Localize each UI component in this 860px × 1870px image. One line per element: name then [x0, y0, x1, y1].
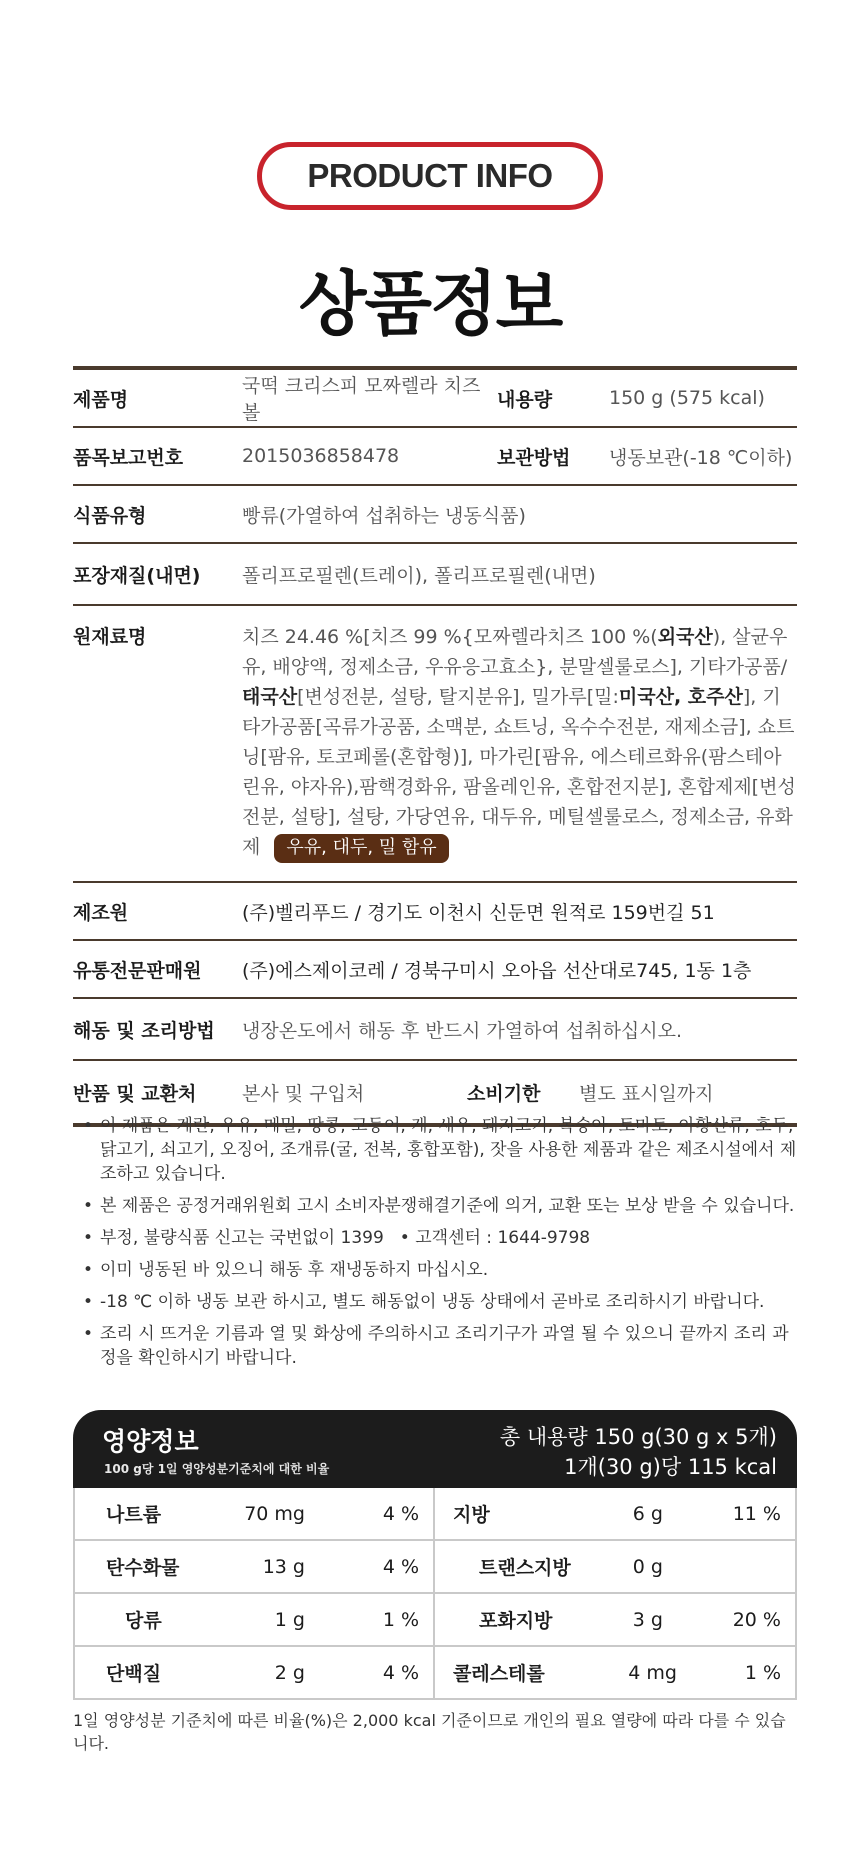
nutrient-amount: 13 g	[262, 1555, 305, 1578]
nutrient-amount: 4 mg	[628, 1661, 677, 1684]
nutrient-amount: 70 mg	[244, 1502, 305, 1525]
nutrient-row	[435, 1541, 795, 1594]
bullet-separator: •	[399, 1228, 410, 1248]
nutrient-pct: 4 %	[382, 1661, 419, 1684]
seller-value: (주)에스제이코레 / 경북구미시 오아읍 선산대로745, 1동 1층	[242, 959, 752, 982]
return-value: 본사 및 구입처	[242, 1082, 365, 1105]
nutrient-name: 탄수화물	[106, 1557, 180, 1579]
info-row-raw	[73, 606, 797, 883]
nutrient-pct: 4 %	[382, 1555, 419, 1578]
nutrition-footnote: 1일 영양성분 기준치에 따른 비율(%)은 2,000 kcal 기준이므로 개인의 필요 열량에 따라 다를 수 있습니다.	[73, 1711, 786, 1753]
total-content: 총 내용량 150 g(30 g x 5개)	[499, 1425, 777, 1449]
info-row-packaging	[73, 544, 797, 606]
allergen-badge: 우유, 대두, 밀 함유	[274, 834, 448, 863]
return-label: 반품 및 교환처	[73, 1082, 197, 1105]
expiry-label: 소비기한	[467, 1082, 541, 1105]
content-value: 150 g (575 kcal)	[609, 387, 765, 409]
seller-label: 유통전문판매원	[73, 959, 202, 982]
raw-part: ), 살균우유, 배양액, 정제소금, 우유응고효소}, 분말셀룰로스], 기타가공품/	[242, 626, 788, 678]
raw-part: 치즈 24.46 %[치즈 99 %{모짜렐라치즈 100 %(	[242, 626, 658, 648]
nutrient-row	[435, 1594, 795, 1647]
product-name-value: 국떡 크리스피 모짜렐라 치즈볼	[242, 375, 481, 424]
nutrient-name: 당류	[125, 1610, 162, 1632]
nutrient-pct: 1 %	[744, 1661, 781, 1684]
info-row-seller	[73, 941, 797, 999]
raw-part: [변성전분, 설탕, 탈지분유], 밀가루[밀:	[297, 686, 619, 708]
notice-item: • 이 제품은 계란, 우유, 메밀, 땅콩, 고등어, 게, 새우, 돼지고기, 복숭아, 토마토, 아황산류, 호두, 닭고기, 쇠고기, 오징어, 조개류(굴, 전복, 홍합포함), 잣을 사용한 제품과 같은 제조시설에서 제조하고 있습니다.	[83, 1114, 803, 1186]
nutrient-amount: 0 g	[632, 1555, 663, 1578]
notice-item: • 이미 냉동된 바 있으니 해동 후 재냉동하지 마십시오.	[83, 1258, 803, 1282]
nutrient-pct: 11 %	[732, 1502, 781, 1525]
content-label: 내용량	[497, 388, 553, 411]
product-info-badge-wrap	[0, 142, 860, 210]
nutrient-row	[75, 1541, 435, 1594]
raw-origin: 태국산	[242, 686, 298, 708]
notice-item: • 조리 시 뜨거운 기름과 열 및 화상에 주의하시고 조리기구가 과열 될 수 있으니 끝까지 조리 과정을 확인하시기 바랍니다.	[83, 1322, 803, 1370]
nutrient-name: 지방	[453, 1504, 490, 1526]
nutrient-amount: 1 g	[274, 1608, 305, 1631]
product-info-badge: PRODUCT INFO	[257, 142, 603, 210]
per-piece-kcal: 1개(30 g)당 115 kcal	[564, 1455, 777, 1479]
nutrient-name: 포화지방	[479, 1610, 553, 1632]
nutrition-grid	[73, 1488, 797, 1700]
maker-value: (주)벨리푸드 / 경기도 이천시 신둔면 원적로 159번길 51	[242, 901, 715, 924]
food-type-value: 빵류(가열하여 섭취하는 냉동식품)	[242, 504, 526, 527]
nutrient-row	[75, 1647, 435, 1700]
notice-item: • 본 제품은 공정거래위원회 고시 소비자분쟁해결기준에 의거, 교환 또는 보상 받을 수 있습니다.	[83, 1194, 803, 1218]
info-row-maker	[73, 883, 797, 941]
nutrient-name: 콜레스테롤	[453, 1663, 545, 1685]
nutrient-pct: 1 %	[382, 1608, 419, 1631]
raw-origin: 외국산	[657, 626, 713, 648]
nutrition-subtitle: 100 g당 1일 영양성분기준치에 대한 비율	[104, 1462, 330, 1476]
raw-label: 원재료명	[73, 626, 147, 648]
notice-item: • -18 ℃ 이하 냉동 보관 하시고, 별도 해동없이 냉동 상태에서 곧바로 조리하시기 바랍니다.	[83, 1290, 803, 1314]
packaging-value: 폴리프로필렌(트레이), 폴리프로필렌(내면)	[242, 564, 596, 587]
info-row-name	[73, 370, 797, 428]
nutrient-amount: 3 g	[632, 1608, 663, 1631]
info-row-report	[73, 428, 797, 486]
nutrient-row	[75, 1488, 435, 1541]
report-hotline: 부정, 불량식품 신고는 국번없이 1399	[100, 1228, 384, 1248]
raw-materials-text	[242, 622, 797, 863]
report-no-label: 품목보고번호	[73, 446, 184, 469]
nutrient-name: 단백질	[106, 1663, 162, 1685]
info-row-cook	[73, 999, 797, 1061]
packaging-label: 포장재질(내면)	[73, 564, 201, 587]
food-type-label: 식품유형	[73, 504, 147, 527]
report-no-value: 2015036858478	[242, 445, 400, 467]
nutrient-row	[435, 1647, 795, 1700]
product-info-table	[73, 366, 797, 1127]
nutrition-header	[73, 1410, 797, 1488]
customer-center: 고객센터 : 1644-9798	[415, 1228, 591, 1248]
nutrient-pct: 20 %	[732, 1608, 781, 1631]
raw-origin: 미국산, 호주산	[618, 686, 743, 708]
raw-part: ], 기타가공품[곡류가공품, 소맥분, 쇼트닝, 옥수수전분, 재제소금], 쇼트닝[팜유, 토코페롤(혼합형)], 마가린[팜유, 에스테르화유(팜스테아린유, 야자유),팜핵경화유, 팜올레인유, 혼합전지분], 혼합제제[변성전분, 설탕], 설탕, 가당연유, 대두유, 메틸셀룰로스, 정제소금, 유화제	[242, 686, 796, 858]
nutrient-row	[435, 1488, 795, 1541]
info-row-food-type	[73, 486, 797, 544]
nutrition-total	[500, 1422, 777, 1482]
nutrient-pct: 4 %	[382, 1502, 419, 1525]
maker-label: 제조원	[73, 901, 129, 924]
product-name-label: 제품명	[73, 388, 129, 411]
nutrient-amount: 6 g	[632, 1502, 663, 1525]
nutrition-title: 영양정보	[102, 1427, 199, 1456]
notice-list	[83, 1114, 803, 1378]
nutrition-panel	[73, 1410, 797, 1754]
storage-label: 보관방법	[497, 446, 571, 469]
nutrient-amount: 2 g	[274, 1661, 305, 1684]
cook-label: 해동 및 조리방법	[73, 1019, 215, 1042]
expiry-value: 별도 표시일까지	[579, 1082, 714, 1105]
storage-value: 냉동보관(-18 ℃이하)	[609, 446, 793, 469]
notice-item	[83, 1226, 803, 1250]
nutrient-name: 트랜스지방	[479, 1557, 571, 1579]
cook-value: 냉장온도에서 해동 후 반드시 가열하여 섭취하십시오.	[242, 1019, 683, 1042]
nutrient-row	[75, 1594, 435, 1647]
nutrient-name: 나트륨	[106, 1504, 162, 1526]
page-title: 상품정보	[298, 263, 562, 345]
